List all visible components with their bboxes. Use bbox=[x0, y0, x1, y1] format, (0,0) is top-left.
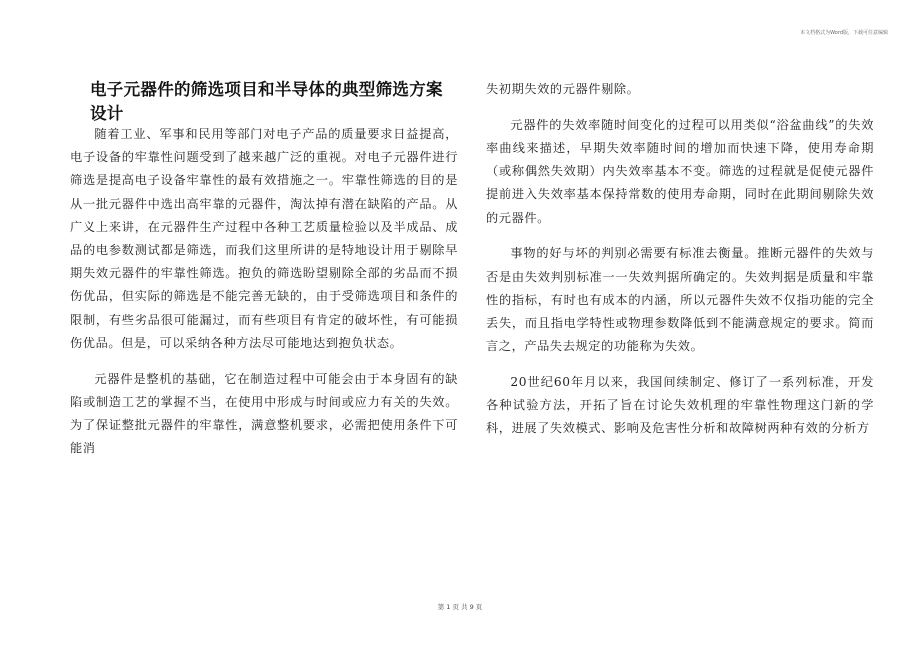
document-title: 电子元器件的筛选项目和半导体的典型筛选方案设计 bbox=[90, 80, 443, 123]
right-column bbox=[486, 78, 874, 441]
left-column bbox=[70, 78, 458, 460]
header-note: 本文档格式为Word版，下载可任意编辑 bbox=[800, 30, 888, 36]
page-number-footer: 第 1 页 共 9 页 bbox=[437, 603, 483, 611]
paragraph: 失初期失效的元器件剔除。 bbox=[486, 82, 640, 96]
paragraph: 元器件是整机的基础，它在制造过程中可能会由于本身固有的缺陷或制造工艺的掌握不当，在使用中形成与时间或应力有关的失效。为了保证整批元器件的牢靠性，满意整机要求，必需把使用条件下可能消 bbox=[70, 371, 458, 456]
paragraph: 事物的好与坏的判别必需要有标准去衡量。推断元器件的失效与否是由失效判别标准一一失效判据所确定的。失效判据是质量和牢靠性的指标，有时也有成本的内涵，所以元器件失效不仅指功能的完全丢失，而且指电学特性或物理参数降低到不能满意规定的要求。简而言之，产品失去规定的功能称为失效。 bbox=[486, 246, 874, 354]
paragraph: 20世纪60年月以来，我国间续制定、修订了一系列标准，开发各种试验方法，开拓了旨在讨论失效机理的牢靠性物理这门新的学科，进展了失效模式、影响及危害性分析和故障树两种有效的分析方 bbox=[486, 375, 874, 436]
paragraph: 随着工业、军事和民用等部门对电子产品的质量要求日益提高，电子设备的牢靠性问题受到了越来越广泛的重视。对电子元器件进行筛选是提高电子设备牢靠性的最有效措施之一。牢靠性筛选的目的是从一批元器件中选出高牢靠的元器件，淘汰掉有潜在缺陷的产品。从广义上来讲，在元器件生产过程中各种工艺质量检验以及半成品、成品的电参数测试都是筛选，而我们这里所讲的是特地设计用于剔除早期失效元器件的牢靠性筛选。抱负的筛选盼望剔除全部的劣品而不损伤优品，但实际的筛选是不能完善无缺的，由于受筛选项目和条件的限制，有些劣品很可能漏过，而有些项目有肯定的破坏性，有可能损伤优品。但是，可以采纳各种方法尽可能地达到抱负状态。 bbox=[70, 127, 458, 350]
paragraph: 元器件的失效率随时间变化的过程可以用类似“浴盆曲线”的失效率曲线来描述，早期失效率随时间的增加而快速下降，使用寿命期（或称偶然失效期）内失效率基本不变。筛选的过程就是促使元器件提前进入失效率基本保持常数的使用寿命期，同时在此期间剔除失效的元器件。 bbox=[486, 117, 874, 225]
